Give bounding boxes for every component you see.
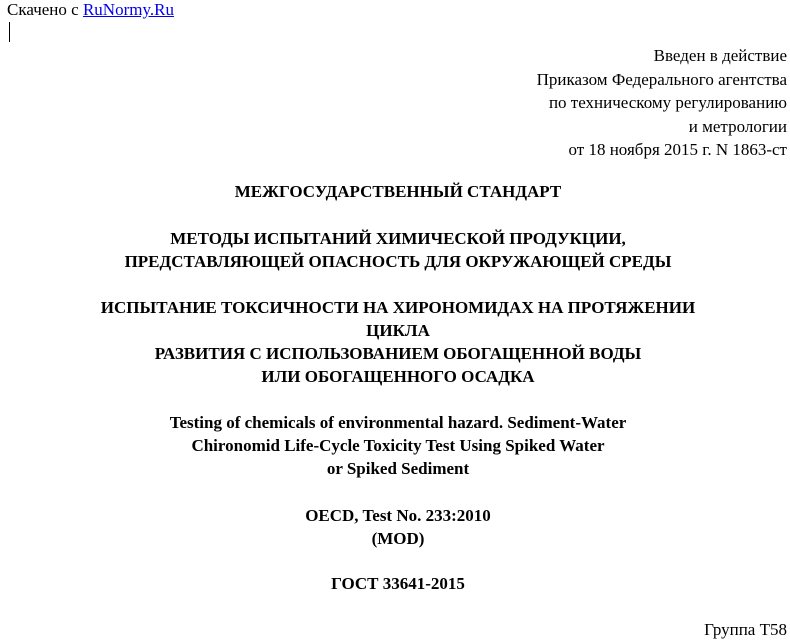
group-code: Группа Т58	[704, 620, 787, 639]
oecd-reference	[0, 504, 790, 550]
standard-type: МЕЖГОСУДАРСТВЕННЫЙ СТАНДАРТ	[234, 182, 562, 201]
oecd-line: (MOD)	[371, 529, 425, 548]
title-line: Chironomid Life-Cycle Toxicity Test Using Spiked Water	[191, 436, 605, 455]
english-title	[0, 411, 790, 480]
title-line: ИЛИ ОБОГАЩЕННОГО ОСАДКА	[261, 367, 535, 386]
title-line: or Spiked Sediment	[326, 459, 470, 478]
oecd-line: OECD, Test No. 233:2010	[305, 506, 491, 525]
enactment-line: Введен в действие	[653, 46, 787, 65]
title-line: Testing of chemicals of environmental hazard. Sediment-Water	[169, 413, 627, 432]
enactment-line: Приказом Федерального агентства	[536, 69, 787, 89]
russian-title-general	[0, 227, 790, 273]
source-line	[7, 0, 174, 20]
title-line: ПРЕДСТАВЛЯЮЩЕЙ ОПАСНОСТЬ ДЛЯ ОКРУЖАЮЩЕЙ СРЕДЫ	[124, 252, 672, 271]
title-line: ЦИКЛА	[366, 321, 430, 340]
russian-title-specific	[0, 296, 790, 388]
title-line: МЕТОДЫ ИСПЫТАНИЙ ХИМИЧЕСКОЙ ПРОДУКЦИИ,	[170, 229, 626, 248]
runormy-link[interactable]: RuNormy.Ru	[82, 0, 174, 19]
enactment-line: по техническому регулированию	[548, 93, 787, 112]
gost-number-block	[0, 572, 790, 595]
title-line: РАЗВИТИЯ С ИСПОЛЬЗОВАНИЕМ ОБОГАЩЕННОЙ ВОДЫ	[154, 344, 642, 363]
gost-number: ГОСТ 33641-2015	[331, 574, 465, 593]
enactment-line: и метрологии	[688, 116, 787, 136]
title-line: ИСПЫТАНИЕ ТОКСИЧНОСТИ НА ХИРОНОМИДАХ НА ПРОТЯЖЕНИИ	[100, 298, 696, 317]
standard-type-heading	[0, 180, 790, 203]
enactment-line: от 18 ноября 2015 г. N 1863-ст	[568, 140, 787, 159]
enactment-block	[537, 44, 787, 162]
text-cursor	[9, 22, 10, 42]
source-prefix: Скачено с	[7, 0, 83, 19]
